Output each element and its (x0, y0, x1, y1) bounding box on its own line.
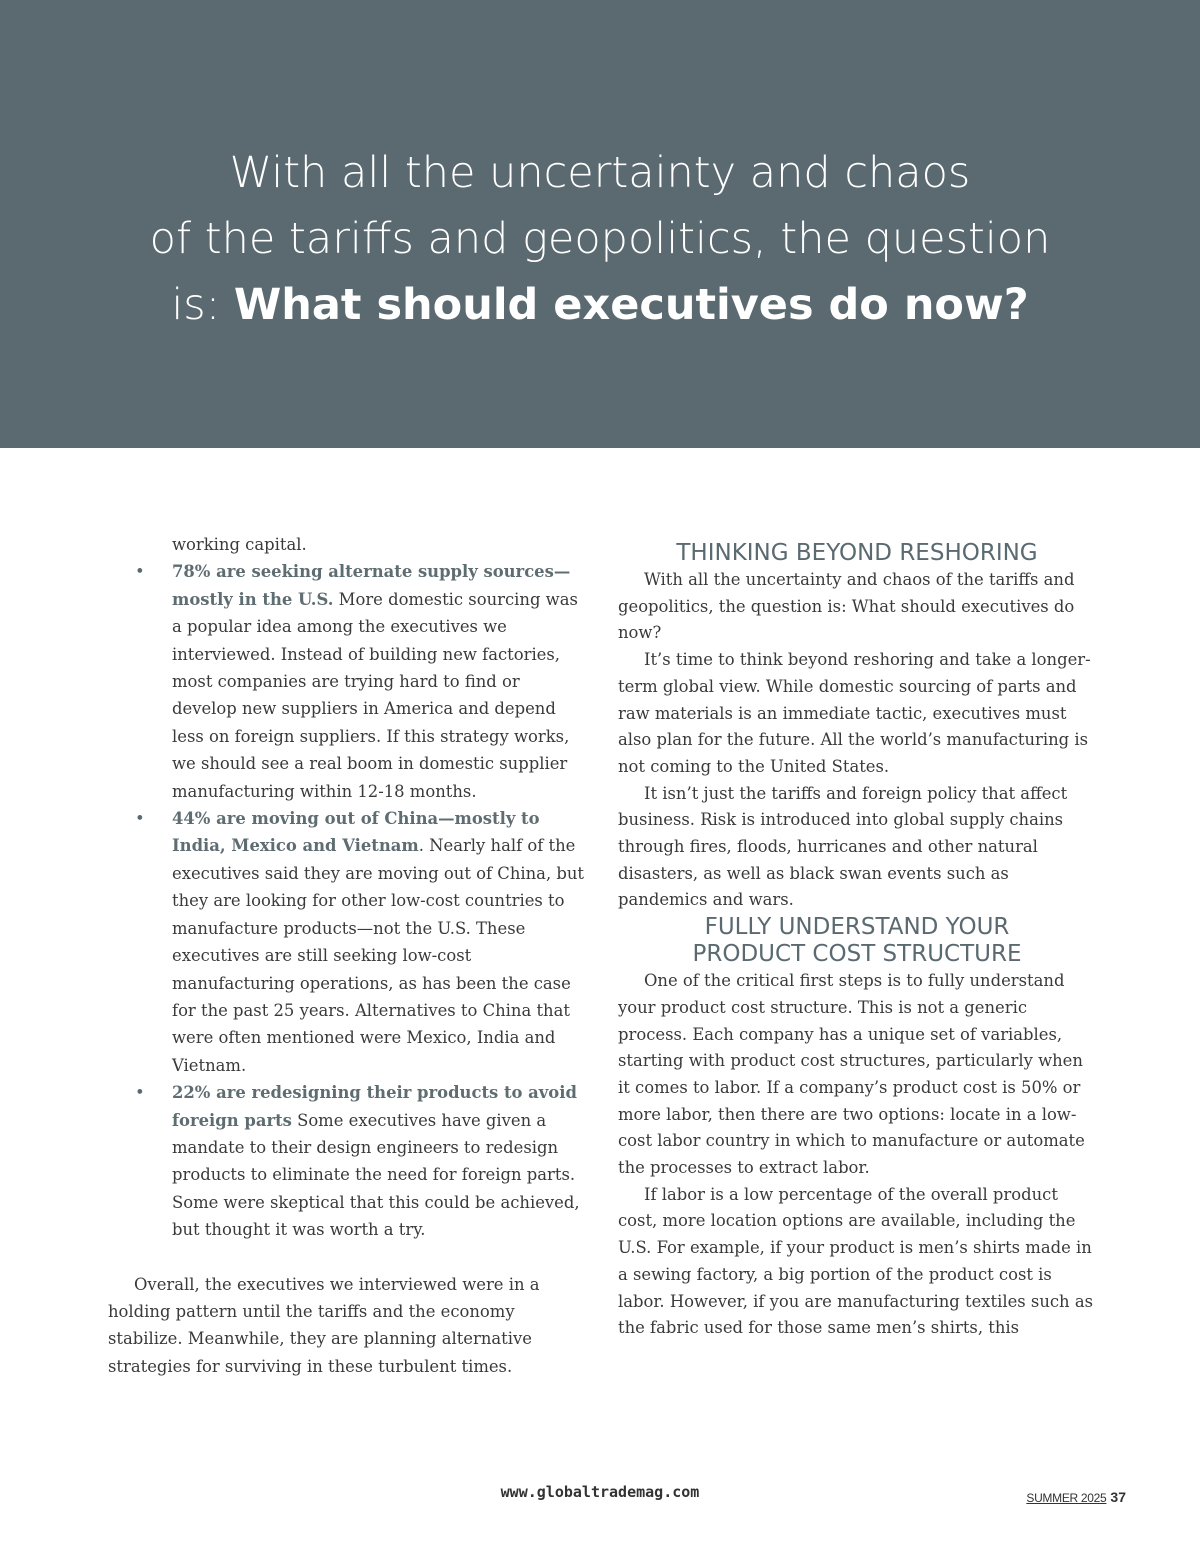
list-item (108, 558, 588, 805)
pull-quote-banner (0, 0, 1200, 448)
pull-quote-line: of the tariffs and geopolitics, the question (149, 214, 1051, 264)
body-paragraph: If labor is a low percentage of the overall product cost, more location options are available, including the U.S. For example, if your product is men’s shirts made in a sewing factory, a big portion of the product cost is labor. However, if you are manufacturing textiles such as the fabric used for those same men’s shirts, this (618, 1184, 1094, 1338)
body-paragraph: One of the critical first steps is to fully understand your product cost structure. This is not a generic process. Each company has a unique set of variables, starting with product cost structures, particularly when it comes to labor. If a company’s product cost is 50% or more labor, then there are two options: locate in a low-cost labor country in which to manufacture or automate the processes to extract labor. (618, 971, 1085, 1178)
website-url: www.globaltrademag.com (500, 1483, 700, 1501)
body-paragraph: With all the uncertainty and chaos of the tariffs and geopolitics, the question is: What should executives do now? (618, 570, 1075, 643)
section-heading-line: FULLY UNDERSTAND YOUR (704, 914, 1010, 941)
pull-quote (60, 140, 1140, 338)
pull-quote-line (60, 272, 1140, 338)
finding-lead: 22% are redesigning their products to avoid foreign parts (172, 1083, 577, 1130)
body-paragraph: It’s time to think beyond reshoring and take a longer-term global view. While domestic sourcing of parts and raw materials is an immediate tactic, executives must also plan for the future. All the world’s manufacturing is not coming to the United States. (618, 650, 1091, 776)
page-number: 37 (1110, 1489, 1126, 1505)
list-item (108, 805, 588, 1079)
left-column (108, 531, 588, 1380)
finding-body: Some executives have given a mandate to their design engineers to redesign products to eliminate the need for foreign parts. Some were skeptical that this could be achieved, but thought it was worth a try. (172, 1110, 580, 1240)
pull-quote-prefix: is: (171, 280, 234, 330)
closing-paragraph: Overall, the executives we interviewed were in a holding pattern until the tariffs and the economy stabilize. Meanwhile, they are planning alternative strategies for surviving in these turbulent times. (108, 1274, 540, 1376)
body-paragraph: It isn’t just the tariffs and foreign policy that affect business. Risk is introduced into global supply chains through fires, floods, hurricanes and other natural disasters, as well as black swan events such as pandemics and wars. (618, 783, 1068, 910)
folio (1026, 1489, 1126, 1505)
list-item (108, 1079, 588, 1243)
finding-body: More domestic sourcing was a popular idea among the executives we interviewed. Instead of building new factories, most companies are trying hard to find or develop new suppliers in America and depend less on foreign suppliers. If this strategy works, we should see a real boom in domestic supplier manufacturing within 12-18 months. (172, 589, 578, 801)
section-heading: THINKING BEYOND RESHORING (676, 540, 1038, 566)
section-heading (618, 914, 1096, 968)
finding-lead: 44% are moving out of China—mostly to India, Mexico and Vietnam (172, 809, 540, 856)
right-column (618, 540, 1096, 1342)
pull-quote-line: With all the uncertainty and chaos (229, 148, 971, 198)
finding-body: . Nearly half of the executives said they are moving out of China, but they are looking for other low-cost countries to manufacture products—not the U.S. These executives are still seeking low-cost manufacturing operations, as has been the case for the past 25 years. Alternatives to China that were often mentioned were Mexico, India and Vietnam. (172, 836, 585, 1075)
continued-text: working capital. (172, 535, 307, 554)
finding-lead: 78% are seeking alternate supply sources—mostly in the U.S. (172, 562, 571, 609)
pull-quote-emphasis: What should executives do now? (233, 280, 1029, 330)
findings-list (108, 558, 588, 1243)
issue-label: SUMMER 2025 (1026, 1491, 1107, 1505)
section-heading-line: PRODUCT COST STRUCTURE (692, 941, 1022, 968)
